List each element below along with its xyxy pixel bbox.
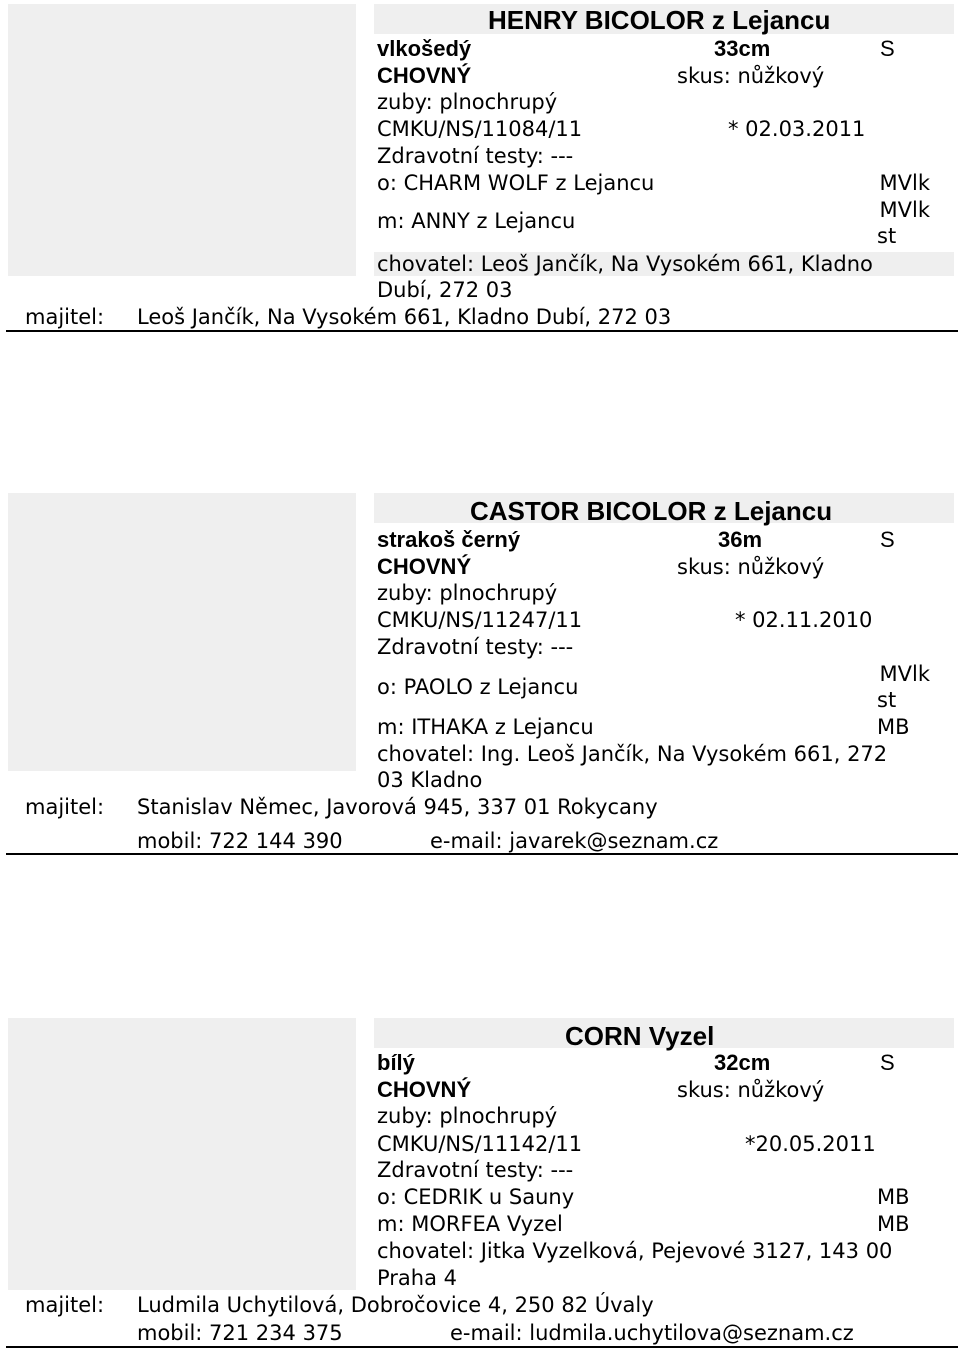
breeder: chovatel: Jitka Vyzelková, Pejevové 3127, 143 00 [377,1239,893,1263]
birth-date: *20.05.2011 [745,1132,876,1156]
breeder-line-2: 03 Kladno [377,768,483,792]
divider [6,330,958,332]
bite-type: skus: nůžkový [677,1078,825,1102]
teeth: zuby: plnochrupý [377,90,558,114]
father: o: PAOLO z Lejancu [377,675,579,699]
dog-color: strakoš černý [377,527,521,552]
mother: m: ITHAKA z Lejancu [377,715,594,739]
email: e-mail: ludmila.uchytilova@seznam.cz [450,1321,854,1345]
mother: m: ANNY z Lejancu [377,209,576,233]
registration-number: CMKU/NS/11247/11 [377,608,583,632]
father-grade: MB [877,1185,910,1209]
breeder-line-2: Dubí, 272 03 [377,278,513,302]
breeder: chovatel: Leoš Jančík, Na Vysokém 661, Kladno [377,252,873,276]
mother-grade: MB [877,1212,910,1236]
father: o: CHARM WOLF z Lejancu [377,171,655,195]
father-grade: MVlk [879,171,930,195]
mother-grade: MVlk [879,198,930,222]
dog-size: S [880,1050,895,1075]
owner-label: majitel: [25,305,105,329]
health-tests: Zdravotní testy: --- [377,144,574,168]
dog-color: bílý [377,1050,415,1075]
dog-height: 36m [718,527,763,552]
breeding-status: CHOVNÝ [377,1077,472,1102]
registration-number: CMKU/NS/11084/11 [377,117,583,141]
father-grade: MVlk [879,662,930,686]
breeder: chovatel: Ing. Leoš Jančík, Na Vysokém 661, 272 [377,742,888,766]
dog-color: vlkošedý [377,36,472,61]
divider [6,853,958,855]
owner-label: majitel: [25,1293,105,1317]
health-tests: Zdravotní testy: --- [377,1158,574,1182]
owner-label: majitel: [25,795,105,819]
dog-size: S [880,36,895,61]
father: o: CEDRIK u Sauny [377,1185,575,1209]
dog-height: 33cm [714,36,771,61]
photo-placeholder [8,4,356,276]
birth-date: * 02.03.2011 [728,117,866,141]
bite-type: skus: nůžkový [677,64,825,88]
teeth: zuby: plnochrupý [377,581,558,605]
owner: Ludmila Uchytilová, Dobročovice 4, 250 82 Úvaly [137,1293,654,1317]
photo-placeholder [8,493,356,771]
breeder-line-2: Praha 4 [377,1266,458,1290]
email: e-mail: javarek@seznam.cz [430,829,719,853]
divider [6,1346,958,1348]
bite-type: skus: nůžkový [677,555,825,579]
registration-number: CMKU/NS/11142/11 [377,1132,583,1156]
father-grade-2: st [877,688,897,712]
teeth: zuby: plnochrupý [377,1104,558,1128]
health-tests: Zdravotní testy: --- [377,635,574,659]
mother: m: MORFEA Vyzel [377,1212,563,1236]
dog-size: S [880,527,895,552]
birth-date: * 02.11.2010 [735,608,873,632]
mother-grade: MB [877,715,910,739]
owner: Leoš Jančík, Na Vysokém 661, Kladno Dubí, 272 03 [137,305,672,329]
breeding-status: CHOVNÝ [377,63,472,88]
owner: Stanislav Němec, Javorová 945, 337 01 Rokycany [137,795,658,819]
breeding-status: CHOVNÝ [377,554,472,579]
dog-height: 32cm [714,1050,771,1075]
dog-name: CASTOR BICOLOR z Lejancu [470,496,833,526]
mobile: mobil: 722 144 390 [137,829,343,853]
mobile: mobil: 721 234 375 [137,1321,343,1345]
mother-grade-2: st [877,224,897,248]
dog-name: HENRY BICOLOR z Lejancu [488,5,831,35]
dog-name: CORN Vyzel [565,1021,715,1051]
photo-placeholder [8,1018,356,1290]
